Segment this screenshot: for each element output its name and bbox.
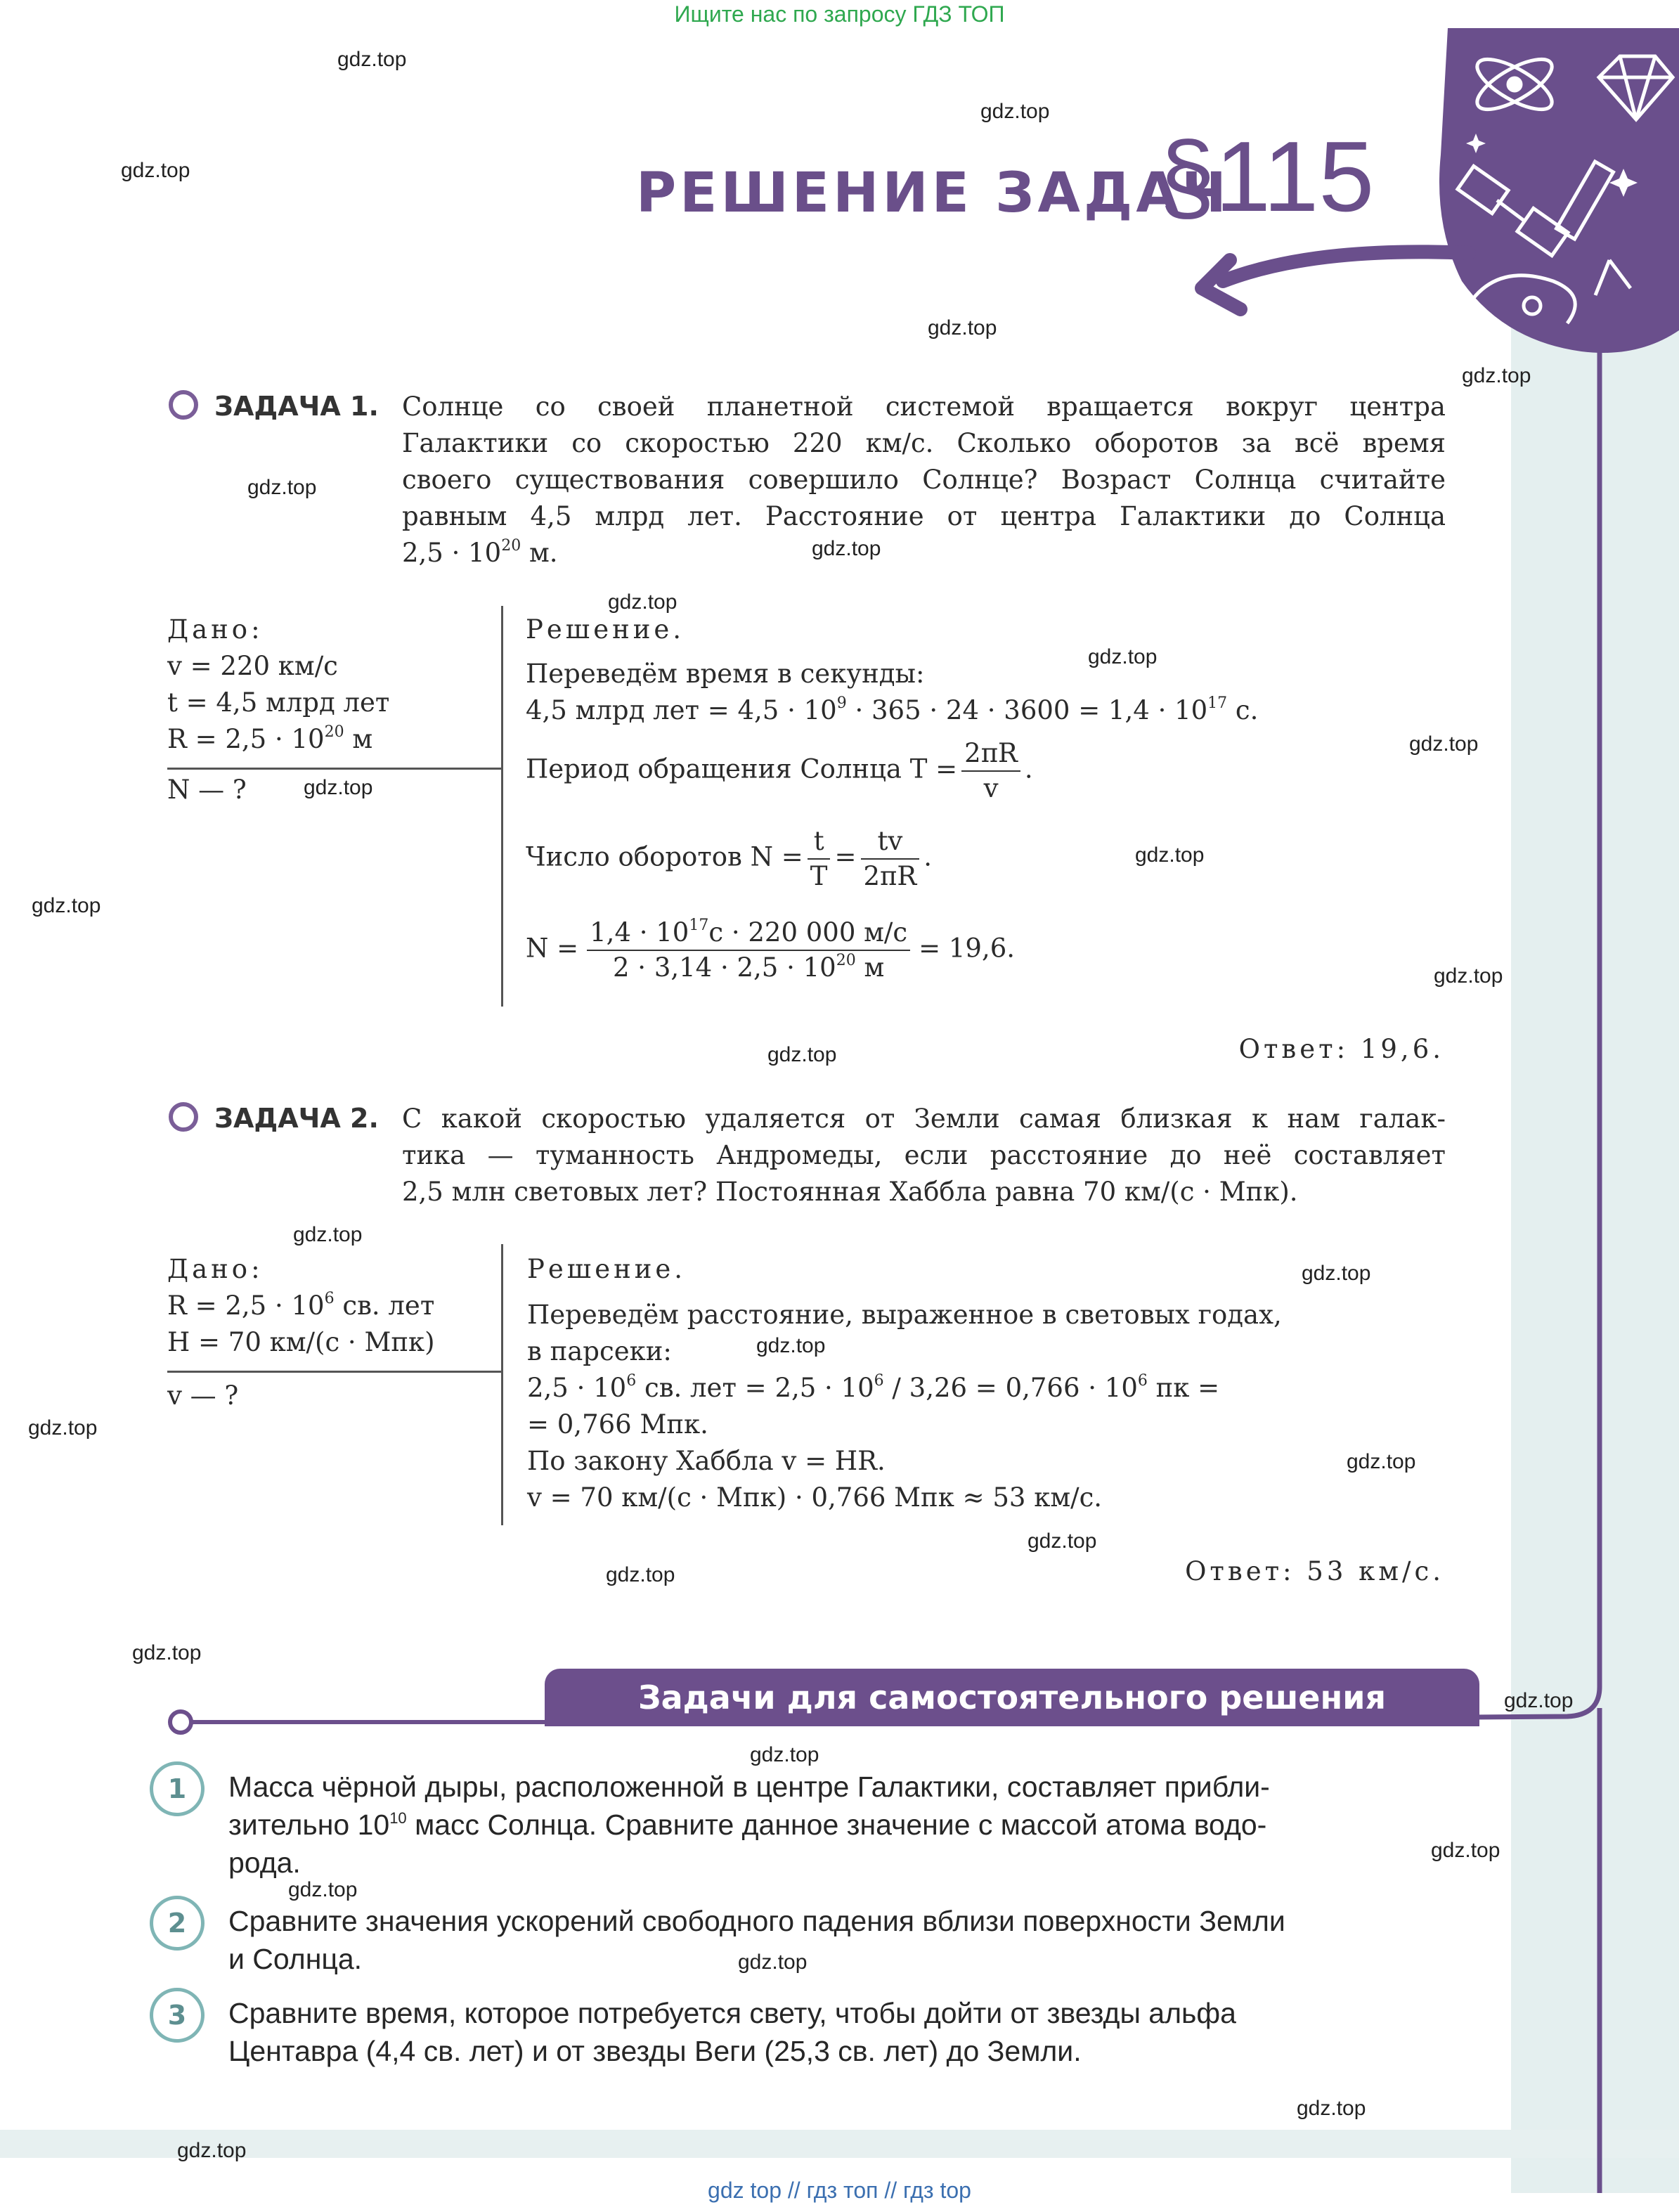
problem-1-line: Масса чёрной дыры, расположенной в центре Галактики, составляет прибли- — [228, 1771, 1270, 1803]
sparkle-icon — [1466, 134, 1638, 197]
task2-given-r: $R = 2,5 \cdot 10^6$ св. лет — [167, 1290, 435, 1321]
watermark: gdz.top — [608, 590, 678, 614]
task1-solution-line: 4,5 млрд лет = $4,5 \cdot 10^9 \cdot 365 \cdot 24 \cdot 3600 = 1,4 \cdot 10^{17}$ с. — [526, 694, 1259, 725]
task1-solution-line: Переведём время в секунды: — [526, 659, 925, 689]
watermark: gdz.top — [980, 100, 1050, 123]
problem-3-line: Сравните время, которое потребуется свету, чтобы дойти от звезды альфа — [228, 1997, 1236, 2029]
watermark: gdz.top — [1028, 1529, 1097, 1553]
watermark: gdz.top — [1135, 843, 1205, 867]
orbit-icon — [1462, 276, 1575, 323]
watermark: gdz.top — [247, 476, 317, 499]
task2-solution-line: в парсеки: — [527, 1336, 672, 1366]
task1-given-rule — [167, 768, 503, 770]
task2-given-h: H = 70 км/(с · Мпк) — [167, 1327, 435, 1357]
task2-given-title: Дано: — [167, 1254, 264, 1284]
task2-label: ЗАДАЧА 2. — [214, 1103, 379, 1134]
watermark: gdz.top — [1302, 1262, 1371, 1285]
problem-2-number: 2 — [150, 1896, 205, 1951]
watermark: gdz.top — [738, 1951, 808, 1974]
task1-label: ЗАДАЧА 1. — [214, 391, 379, 422]
watermark: gdz.top — [756, 1334, 826, 1357]
banner-rule — [165, 1708, 559, 1736]
task1-answer: Ответ: 19,6. — [1238, 1034, 1444, 1064]
task2-solution-line: = 0,766 Мпк. — [527, 1409, 708, 1440]
watermark: gdz.top — [337, 48, 407, 71]
task2-marker — [169, 1102, 198, 1132]
task1-given-r: $R = 2,5 \cdot 10^{20}$ м — [167, 723, 373, 754]
watermark: gdz.top — [812, 537, 881, 560]
watermark: gdz.top — [1431, 1839, 1500, 1862]
task1-divider — [501, 606, 503, 1007]
page-title: РЕШЕНИЕ ЗАДАЧ — [636, 162, 1230, 225]
watermark: gdz.top — [293, 1223, 363, 1246]
selfwork-banner: Задачи для самостоятельного решения — [545, 1669, 1479, 1726]
watermark: gdz.top — [121, 159, 190, 182]
watermark: gdz.top — [1409, 732, 1479, 756]
task1-line: равным 4,5 млрд лет. Расстояние от центра Галактики до Солнца — [402, 501, 1446, 531]
task2-divider — [501, 1244, 503, 1525]
task2-solution-line: По закону Хаббла v = HR. — [527, 1446, 886, 1476]
task1-line: Галактики со скоростью 220 км/с. Сколько оборотов за всё время — [402, 428, 1446, 458]
problem-1-line: зительно $10^{10}$ масс Солнца. Сравните данное значение с массой атома водо- — [228, 1809, 1267, 1841]
task2-given-rule — [167, 1371, 503, 1373]
watermark: gdz.top — [1088, 645, 1158, 668]
task2-solution-line: Переведём расстояние, выраженное в световых годах, — [527, 1300, 1282, 1330]
task1-revolutions-formula: Число оборотов N = $\frac{t}{T}$ = $\frac{tv}{2\pi R}$ . — [526, 826, 932, 891]
problem-1-number: 1 — [150, 1761, 205, 1816]
watermark: gdz.top — [177, 2139, 247, 2162]
task1-line: своего существования совершило Солнце? Возраст Солнца считайте — [402, 465, 1446, 495]
watermark: gdz.top — [606, 1563, 675, 1586]
satellite-icon — [1458, 166, 1568, 255]
problem-3-number: 3 — [150, 1988, 205, 2043]
task1-marker — [169, 390, 198, 420]
watermark: gdz.top — [304, 776, 373, 799]
watermark: gdz.top — [1297, 2097, 1366, 2120]
watermark: gdz.top — [288, 1878, 358, 1901]
problem-2-line: и Солнца. — [228, 1943, 363, 1975]
watermark: gdz.top — [1347, 1450, 1416, 1473]
watermark: gdz.top — [1434, 964, 1503, 988]
watermark: gdz.top — [32, 894, 101, 917]
bottom-links[interactable]: gdz top // гдз топ // гдз top — [708, 2178, 971, 2203]
watermark: gdz.top — [750, 1743, 819, 1766]
atom-icon — [1470, 50, 1559, 119]
gem-icon — [1599, 56, 1673, 119]
task1-given-title: Дано: — [167, 614, 264, 645]
top-search-link[interactable]: Ищите нас по запросу ГДЗ ТОП — [674, 1, 1005, 27]
task1-line: $2,5 \cdot 10^{20}$ м. — [402, 537, 558, 568]
task2-find: v — ? — [167, 1380, 239, 1411]
header-decoration — [1448, 28, 1679, 337]
task1-calculation: N = $\frac{1,4 \cdot 10^{17}с \cdot 220 000 м/с}{2 \cdot 3,14 \cdot 2,5 \cdot 10^{20} м}$ = 19,6. — [526, 917, 1016, 983]
task2-solution-title: Решение. — [527, 1254, 687, 1284]
watermark: gdz.top — [767, 1043, 837, 1066]
watermark: gdz.top — [1504, 1689, 1574, 1712]
watermark: gdz.top — [928, 316, 997, 339]
problem-3-line: Центавра (4,4 св. лет) и от звезды Веги (25,3 св. лет) до Земли. — [228, 2035, 1082, 2067]
task1-solution-title: Решение. — [526, 614, 685, 645]
task2-answer: Ответ: 53 км/с. — [1185, 1556, 1444, 1586]
watermark: gdz.top — [28, 1416, 98, 1440]
watermark: gdz.top — [1462, 364, 1531, 387]
watermark: gdz.top — [132, 1641, 202, 1664]
task1-given-t: t = 4,5 млрд лет — [167, 687, 390, 718]
problem-2-line: Сравните значения ускорений свободного падения вблизи поверхности Земли — [228, 1905, 1285, 1937]
task1-line: Солнце со своей планетной системой вращается вокруг центра — [402, 392, 1446, 422]
task2-solution-line: $2,5 \cdot 10^6$ св. лет = $2,5 \cdot 10^6 / 3,26 = 0,766 \cdot 10^6$ пк = — [527, 1372, 1220, 1403]
task2-solution-line: v = 70 км/(с · Мпк) · 0,766 Мпк ≈ 53 км/с. — [527, 1482, 1103, 1513]
problem-1-line: рода. — [228, 1846, 301, 1879]
task2-line: С какой скоростью удаляется от Земли самая близкая к нам галак- — [402, 1104, 1446, 1134]
task2-line: 2,5 млн световых лет? Постоянная Хаббла равна 70 км/(с · Мпк). — [402, 1177, 1298, 1207]
task1-period-formula: Период обращения Солнца T = $\frac{2\pi R}{v}$ . — [526, 738, 1033, 803]
task1-given-v: v = 220 км/с — [167, 651, 338, 681]
paragraph-number: §115 — [1160, 121, 1375, 233]
task2-line: тика — туманность Андромеды, если расстояние до неё составляет — [402, 1140, 1446, 1170]
task1-find: N — ? — [167, 775, 247, 805]
